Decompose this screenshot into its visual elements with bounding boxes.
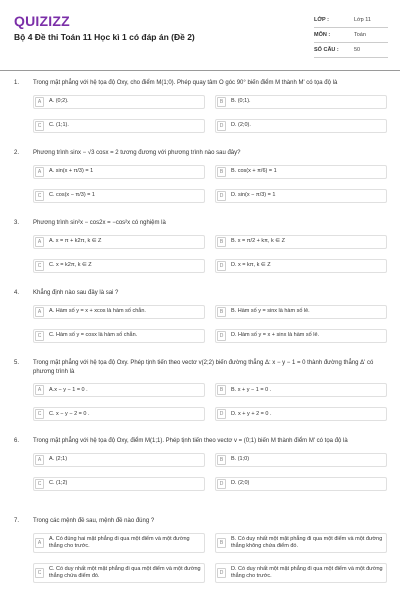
option-text: B. x + y − 1 = 0 .: [231, 386, 272, 393]
option-letter: C: [35, 479, 44, 489]
question-3: [14, 219, 388, 275]
option-letter: D: [217, 479, 226, 489]
question-number: 4.: [14, 290, 20, 296]
option-b[interactable]: [215, 95, 387, 109]
option-letter: C: [35, 409, 44, 419]
option-text: B. (1;0): [231, 456, 250, 462]
question-text: Phương trình sin²x − cos2x = −cos²x có nghiệm là: [33, 220, 166, 226]
option-letter: A: [35, 307, 44, 317]
option-letter: B: [217, 167, 226, 177]
option-letter: A: [35, 538, 44, 548]
option-letter: D: [217, 331, 226, 341]
option-text: D. x = kπ, k ∈ Z: [231, 262, 271, 268]
option-a[interactable]: [33, 383, 205, 397]
worksheet-title: Bộ 4 Đề thi Toán 11 Học kì 1 có đáp án (Đề 2): [14, 32, 195, 42]
option-letter: B: [217, 237, 226, 247]
option-text: C. (1;2): [49, 480, 68, 486]
option-d[interactable]: [215, 189, 387, 203]
option-text: D. x + y + 2 = 0 .: [231, 410, 272, 417]
option-text: C. cos(x − π/3) = 1: [49, 192, 95, 198]
option-letter: A: [35, 167, 44, 177]
option-d[interactable]: [215, 119, 387, 133]
question-text: Trong mặt phẳng với hệ tọa độ Oxy. Phép tịnh tiến theo vectơ v(2;2) biến đường thẳng Δ: x − y − 1 = 0 thành đường thẳng Δ' có phương trình là: [33, 360, 374, 375]
question-5: [14, 359, 388, 423]
option-c[interactable]: [33, 563, 205, 583]
option-letter: C: [35, 121, 44, 131]
meta-row-subject: [314, 28, 388, 43]
option-b[interactable]: [215, 533, 387, 553]
option-text: D. Hàm số y = x + sinx là hàm số lẻ.: [231, 332, 320, 338]
option-text: B. x = π/2 + kπ, k ∈ Z: [231, 238, 285, 244]
option-d[interactable]: [215, 329, 387, 343]
option-d[interactable]: [215, 259, 387, 273]
quizizz-logo: QUIZIZZ: [14, 13, 70, 29]
option-b[interactable]: [215, 165, 387, 179]
option-c[interactable]: [33, 189, 205, 203]
question-text: Khẳng định nào sau đây là sai ?: [33, 290, 119, 296]
option-letter: C: [35, 331, 44, 341]
option-text: A. (2;1): [49, 456, 68, 462]
option-text: C. Hàm số y = cosx là hàm số chẵn.: [49, 332, 138, 338]
option-text: A.x − y − 1 = 0 .: [49, 386, 88, 393]
option-text: D. (2;0): [231, 480, 250, 486]
question-text: Trong các mệnh đề sau, mệnh đề nào đúng ?: [33, 518, 155, 524]
option-letter: B: [217, 538, 226, 548]
question-number: 3.: [14, 220, 20, 226]
question-number: 5.: [14, 360, 20, 366]
meta-row-count: [314, 43, 388, 58]
question-number: 2.: [14, 150, 20, 156]
option-a[interactable]: [33, 533, 205, 553]
option-text: A. (0;2).: [49, 98, 69, 104]
option-letter: B: [217, 455, 226, 465]
option-b[interactable]: [215, 305, 387, 319]
question-1: [14, 79, 388, 135]
option-letter: C: [35, 191, 44, 201]
option-letter: A: [35, 237, 44, 247]
option-text: D. (2;0).: [231, 122, 251, 128]
question-text: Phương trình sinx − √3 cosx = 2 tương đương với phương trình nào sau đây?: [33, 150, 241, 156]
option-c[interactable]: [33, 407, 205, 421]
option-text: B. cos(x + π/6) = 1: [231, 168, 277, 174]
option-letter: D: [217, 568, 226, 578]
question-text: Trong mặt phẳng với hệ tọa độ Oxy, cho điểm M(1;0). Phép quay tâm O góc 90° biến điểm M thành M' có tọa độ là: [33, 80, 338, 86]
option-text: C. x − y − 2 = 0 .: [49, 410, 90, 417]
question-number: 6.: [14, 438, 20, 444]
option-a[interactable]: [33, 453, 205, 467]
option-text: A. x = π + k2π, k ∈ Z: [49, 238, 102, 244]
option-text: C. (1;1).: [49, 122, 69, 128]
option-c[interactable]: [33, 477, 205, 491]
option-letter: B: [217, 97, 226, 107]
option-c[interactable]: [33, 119, 205, 133]
meta-value: Toán: [354, 32, 366, 38]
option-a[interactable]: [33, 305, 205, 319]
option-text: D. Có duy nhất một mặt phẳng đi qua một điểm và một đường thẳng cho trước.: [231, 565, 383, 579]
option-b[interactable]: [215, 235, 387, 249]
option-letter: D: [217, 409, 226, 419]
option-letter: A: [35, 455, 44, 465]
meta-label: LỚP :: [314, 17, 329, 23]
option-letter: D: [217, 261, 226, 271]
option-text: C. x = k2π, k ∈ Z: [49, 262, 92, 268]
question-number: 7.: [14, 518, 20, 524]
question-2: [14, 149, 388, 205]
option-text: A. Có đúng hai mặt phẳng đi qua một điểm và một đường thẳng cho trước.: [49, 535, 190, 549]
question-number: 1.: [14, 80, 20, 86]
option-d[interactable]: [215, 477, 387, 491]
option-text: B. Có duy nhất một mặt phẳng đi qua một điểm và một đường thẳng không chứa điểm đó.: [231, 535, 383, 549]
worksheet-header: [0, 0, 400, 62]
option-c[interactable]: [33, 329, 205, 343]
option-text: B. (0;1).: [231, 98, 251, 104]
option-letter: C: [35, 261, 44, 271]
option-b[interactable]: [215, 453, 387, 467]
option-d[interactable]: [215, 563, 387, 583]
worksheet-meta: [314, 13, 388, 58]
meta-row-class: [314, 13, 388, 28]
option-letter: D: [217, 121, 226, 131]
option-a[interactable]: [33, 165, 205, 179]
meta-value: Lớp 11: [354, 17, 371, 23]
option-d[interactable]: [215, 407, 387, 421]
header-divider: [0, 70, 400, 71]
meta-label: SỐ CÂU :: [314, 47, 339, 53]
question-text: Trong mặt phẳng với hệ tọa độ Oxy, điểm M(1;1). Phép tịnh tiến theo vectơ v = (0;1) biến M thành điểm M' có tọa độ là: [33, 438, 348, 444]
question-4: [14, 289, 388, 345]
option-a[interactable]: [33, 95, 205, 109]
option-text: C. Có duy nhất một mặt phẳng đi qua một điểm và một đường thẳng chứa điểm đó.: [49, 565, 201, 579]
option-text: D. sin(x − π/3) = 1: [231, 192, 276, 198]
option-a[interactable]: [33, 235, 205, 249]
option-b[interactable]: [215, 383, 387, 397]
option-letter: B: [217, 385, 226, 395]
meta-value: 50: [354, 47, 361, 53]
question-7: [14, 517, 388, 587]
option-c[interactable]: [33, 259, 205, 273]
option-letter: C: [35, 568, 44, 578]
option-text: A. sin(x + π/3) = 1: [49, 168, 94, 174]
option-text: B. Hàm số y = sinx là hàm số lẻ.: [231, 308, 310, 314]
option-text: A. Hàm số y = x + xcos là hàm số chẵn.: [49, 308, 146, 314]
meta-label: MÔN :: [314, 32, 331, 38]
option-letter: B: [217, 307, 226, 317]
question-6: [14, 437, 388, 493]
option-letter: D: [217, 191, 226, 201]
option-letter: A: [35, 97, 44, 107]
option-letter: A: [35, 385, 44, 395]
